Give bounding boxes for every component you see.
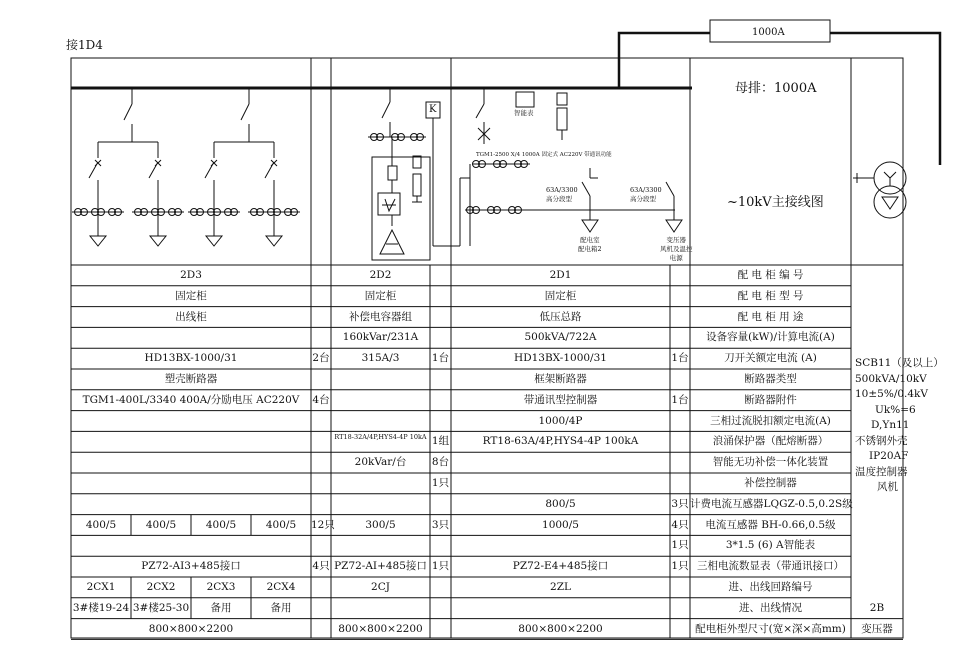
transformer-spec-line: SCB11（及以上）: [855, 357, 944, 369]
qty-2d2-cell: 1台: [431, 352, 450, 365]
ct-ratio-cell: 400/5: [85, 518, 117, 531]
panel-2d1-cell: 500kVA/722A: [524, 331, 597, 344]
row-label: 配电柜外型尺寸(宽×深×高mm): [695, 622, 846, 635]
ct-ratio-cell: 400/5: [265, 518, 297, 531]
row-label: 智能无功补偿一体化装置: [712, 456, 829, 469]
panel-2d3-cell: 塑壳断路器: [164, 373, 218, 385]
qty-2d3-cell: 2台: [312, 352, 330, 365]
ct-ratio-cell: 400/5: [145, 518, 177, 531]
panel-2d1-cell: PZ72-E4+485接口: [512, 560, 609, 573]
row-label: 刀开关额定电流 (A): [724, 352, 817, 365]
panel-2d3-cell: 2D3: [180, 269, 202, 281]
ct-ratio-cell: 400/5: [205, 518, 237, 531]
qty-2d2-cell: 3只: [431, 518, 450, 531]
row-label: 计费电流互感器LQGZ-0.5,0.2S级: [690, 497, 853, 510]
diagram-title: ~10kV主接线图: [727, 195, 824, 210]
panel-2d1-cell: HD13BX-1000/31: [514, 352, 607, 365]
panel-2d1-cell: 低压总路: [539, 310, 582, 323]
qty-2d2-cell: 1只: [431, 477, 450, 489]
row-label: 三相电流数显表（带通讯接口）: [697, 560, 844, 573]
transformer-spec-line: IP20AF: [869, 450, 909, 462]
row-label: 配 电 柜 用 途: [737, 310, 804, 323]
transformer-spec-line: 温度控制器: [855, 465, 908, 478]
row-label: 配 电 柜 型 号: [737, 289, 804, 302]
top-box-label: 1000A: [752, 27, 785, 38]
qty-2d3-cell: 4只: [312, 560, 330, 573]
qty-2d3-cell: 4台: [312, 393, 330, 406]
load2-label: 变压器 风机及温控 电源: [660, 236, 693, 262]
meter-label: 智能表: [514, 109, 534, 117]
panel-2d2-cell: RT18-32A/4P,HYS4-4P 10kA: [334, 433, 427, 442]
k-label: K: [429, 104, 437, 115]
panel-2d1-cell: 带通讯型控制器: [523, 393, 598, 406]
panel-2d1-cell: 1000/5: [542, 518, 579, 531]
transformer-spec: [855, 356, 944, 496]
row-label: 进、出线情况: [739, 601, 802, 614]
transformer-spec-line: D,Yn11: [871, 419, 910, 431]
qty-2d1-cell: 4只: [671, 518, 689, 531]
panel-2d2-cell: 800×800×2200: [338, 622, 423, 635]
row-label: 3*1.5 (6) A智能表: [725, 539, 816, 552]
breaker1-label: 63A/3300 高分段型: [546, 186, 578, 203]
row-label: 配 电 柜 编 号: [737, 269, 804, 281]
panel-2d2-cell: PZ72-AI+485接口: [334, 560, 427, 573]
qty-2d2-cell: 1组: [431, 435, 450, 448]
transformer-cell: 变压器: [861, 622, 893, 635]
circuit-cell: 2CX4: [266, 581, 296, 593]
load1-label: 配电室 配电箱2: [578, 236, 602, 253]
row-label: 进、出线回路编号: [728, 581, 813, 593]
transformer-spec-line: 不锈钢外壳: [855, 434, 908, 447]
panel-2d3-cell: 出线柜: [175, 310, 207, 323]
panel-2d3-cell: 800×800×2200: [148, 622, 234, 635]
transformer-spec-line: 500kVA/10kV: [855, 372, 927, 385]
panel-2d1-cell: 800/5: [545, 497, 576, 510]
qty-2d1-cell: 1台: [671, 352, 689, 365]
panel-2d3-cell: HD13BX-1000/31: [144, 352, 238, 365]
bus-breaker-note: TGM1-2500 X/4 1000A 固定式 AC220V 带通讯功能: [476, 152, 612, 158]
panel-2d1-cell: 1000/4P: [538, 414, 583, 427]
panel-2d1-cell: 固定柜: [544, 289, 577, 302]
panel-2d2-cell: 20kVar/台: [354, 456, 407, 469]
row-label: 断路器类型: [744, 373, 797, 385]
busbar-rating-label: 母排：1000A: [735, 81, 817, 96]
drawing-ref-label: 接1D4: [66, 38, 103, 52]
circuit-cell: 2CX3: [206, 581, 236, 593]
qty-2d2-cell: 1只: [431, 560, 450, 573]
breaker2-label: 63A/3300 高分段型: [630, 186, 662, 203]
qty-2d1-cell: 1只: [671, 539, 689, 552]
row-label: 断路器附件: [744, 393, 797, 406]
circuit-cell: 3#楼25-30: [132, 601, 190, 614]
panel-2d1-cell: 800×800×2200: [518, 622, 603, 635]
qty-2d1-cell: 1只: [671, 560, 689, 573]
panel-2d1-cell: RT18-63A/4P,HYS4-4P 100kA: [482, 435, 639, 448]
panel-2d2-cell: 2D2: [369, 269, 392, 281]
circuit-cell: 备用: [270, 601, 292, 614]
row-label: 浪涌保护器（配熔断器）: [712, 435, 829, 448]
panel-2d3-cell: TGM1-400L/3340 400A/分励电压 AC220V: [82, 393, 300, 406]
panel-2d2-cell: 300/5: [365, 518, 396, 531]
panel-2d3-cell: 固定柜: [175, 289, 207, 302]
panel-2d2-cell: 315A/3: [361, 352, 400, 365]
transformer-spec-line: Uk%=6: [875, 403, 916, 416]
transformer-cell: 2B: [869, 601, 885, 614]
row-label: 补偿控制器: [744, 477, 797, 489]
panel-2d2-cell: 160kVar/231A: [342, 331, 419, 344]
qty-2d3-cell: 12只: [311, 518, 335, 531]
panel-2d1-cell: 2ZL: [550, 581, 571, 593]
panel-2d2-cell: 固定柜: [364, 289, 397, 302]
row-label: 设备容量(kW)/计算电流(A): [706, 331, 835, 344]
row-label: 电流互感器 BH-0.66,0.5级: [705, 518, 836, 531]
panel-2d2-cell: 2CJ: [371, 581, 390, 593]
qty-2d2-cell: 8台: [431, 456, 450, 469]
circuit-cell: 2CX1: [86, 581, 116, 593]
panel-2d1-cell: 2D1: [549, 269, 572, 281]
row-label: 三相过流脱扣额定电流(A): [710, 414, 831, 427]
transformer-spec-line: 风机: [877, 481, 898, 493]
qty-2d1-cell: 3只: [671, 497, 689, 510]
circuit-cell: 备用: [210, 601, 232, 614]
panel-2d1-cell: 框架断路器: [534, 373, 587, 385]
panel-2d2-cell: 补偿电容器组: [349, 310, 412, 323]
panel-2d3-cell: PZ72-AI3+485接口: [141, 560, 241, 573]
qty-2d1-cell: 1台: [671, 393, 689, 406]
circuit-cell: 2CX2: [146, 581, 176, 593]
circuit-cell: 3#楼19-24: [72, 601, 130, 614]
transformer-spec-line: 10±5%/0.4kV: [855, 388, 928, 400]
